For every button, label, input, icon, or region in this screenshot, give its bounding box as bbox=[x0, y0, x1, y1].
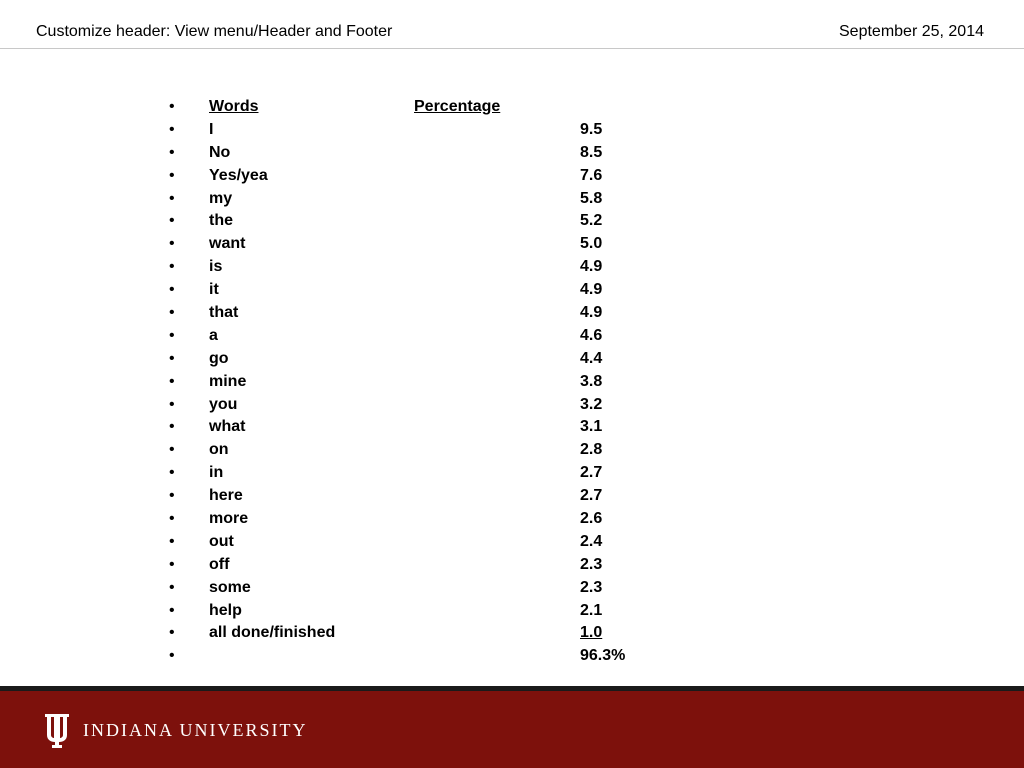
word-frequency-list bbox=[0, 96, 1024, 668]
list-item bbox=[0, 416, 1024, 439]
percentage-cell: 1.0 bbox=[580, 624, 603, 642]
brand-wordmark: INDIANA UNIVERSITY bbox=[83, 720, 308, 740]
bullet-icon: • bbox=[169, 601, 175, 619]
total-row bbox=[0, 645, 1024, 668]
word-cell: help bbox=[209, 601, 242, 619]
word-cell: a bbox=[209, 326, 218, 344]
percentage-column-header: Percentage bbox=[414, 98, 501, 115]
percentage-cell: 4.4 bbox=[580, 349, 603, 367]
percentage-cell: 3.1 bbox=[580, 418, 603, 436]
bullet-icon: • bbox=[169, 235, 175, 253]
word-cell: that bbox=[209, 304, 239, 322]
percentage-cell: 2.7 bbox=[580, 464, 603, 482]
bullet-icon: • bbox=[169, 258, 175, 276]
word-cell: go bbox=[209, 349, 229, 367]
word-cell: want bbox=[209, 235, 246, 253]
header-divider bbox=[0, 48, 1024, 49]
bullet-icon: • bbox=[169, 189, 175, 207]
list-item bbox=[0, 371, 1024, 394]
list-item bbox=[0, 233, 1024, 256]
bullet-icon: • bbox=[169, 624, 175, 642]
list-item bbox=[0, 325, 1024, 348]
word-cell: out bbox=[209, 532, 234, 550]
word-cell: in bbox=[209, 464, 224, 482]
list-item bbox=[0, 462, 1024, 485]
word-cell: my bbox=[209, 189, 233, 207]
list-item bbox=[0, 439, 1024, 462]
bullet-icon: • bbox=[169, 120, 175, 138]
word-cell: is bbox=[209, 258, 223, 276]
percentage-cell: 2.6 bbox=[580, 510, 603, 528]
bullet-icon: • bbox=[169, 464, 175, 482]
percentage-cell: 5.0 bbox=[580, 235, 603, 253]
bullet-icon: • bbox=[169, 212, 175, 230]
word-cell: mine bbox=[209, 372, 247, 390]
word-cell: all done/finished bbox=[209, 624, 336, 642]
list-item bbox=[0, 508, 1024, 531]
percentage-cell: 2.3 bbox=[580, 578, 603, 596]
header-date: September 25, 2014 bbox=[839, 23, 984, 40]
percentage-cell: 2.3 bbox=[580, 555, 603, 573]
bullet-icon: • bbox=[169, 578, 175, 596]
percentage-cell: 2.1 bbox=[580, 601, 603, 619]
list-item bbox=[0, 302, 1024, 325]
percentage-cell: 3.2 bbox=[580, 395, 603, 413]
percentage-cell: 7.6 bbox=[580, 166, 603, 184]
bullet-icon: • bbox=[169, 166, 175, 184]
list-item bbox=[0, 577, 1024, 600]
percentage-cell: 9.5 bbox=[580, 120, 603, 138]
percentage-cell: 8.5 bbox=[580, 143, 603, 161]
percentage-cell: 4.9 bbox=[580, 281, 603, 299]
word-cell: No bbox=[209, 143, 231, 161]
word-cell: on bbox=[209, 441, 229, 459]
list-item bbox=[0, 554, 1024, 577]
bullet-icon: • bbox=[169, 281, 175, 299]
iu-trident-icon bbox=[42, 711, 72, 751]
bullet-icon: • bbox=[169, 555, 175, 573]
header-title: Customize header: View menu/Header and Footer bbox=[36, 23, 393, 40]
word-cell: off bbox=[209, 555, 230, 573]
bullet-icon: • bbox=[169, 304, 175, 322]
word-cell: it bbox=[209, 281, 219, 299]
bullet-icon: • bbox=[169, 143, 175, 161]
list-item bbox=[0, 348, 1024, 371]
word-cell: more bbox=[209, 510, 249, 528]
list-item bbox=[0, 256, 1024, 279]
list-item bbox=[0, 622, 1024, 645]
list-item bbox=[0, 485, 1024, 508]
bullet-icon: • bbox=[169, 647, 175, 665]
bullet-icon: • bbox=[169, 532, 175, 550]
percentage-cell: 3.8 bbox=[580, 372, 603, 390]
list-header-row bbox=[0, 96, 1024, 119]
bullet-icon: • bbox=[169, 349, 175, 367]
word-cell: Yes/yea bbox=[209, 166, 268, 184]
list-item bbox=[0, 119, 1024, 142]
word-cell: I bbox=[209, 120, 214, 138]
percentage-cell: 4.9 bbox=[580, 304, 603, 322]
bullet-icon: • bbox=[169, 487, 175, 505]
list-item bbox=[0, 165, 1024, 188]
list-item bbox=[0, 188, 1024, 211]
words-column-header: Words bbox=[209, 98, 259, 115]
percentage-cell: 4.9 bbox=[580, 258, 603, 276]
list-item bbox=[0, 394, 1024, 417]
bullet-icon: • bbox=[169, 510, 175, 528]
list-item bbox=[0, 600, 1024, 623]
word-cell: some bbox=[209, 578, 251, 596]
word-cell: the bbox=[209, 212, 233, 230]
bullet-icon: • bbox=[169, 418, 175, 436]
bullet-icon: • bbox=[169, 372, 175, 390]
total-percentage: 96.3% bbox=[580, 647, 626, 665]
list-item bbox=[0, 142, 1024, 165]
percentage-cell: 2.7 bbox=[580, 487, 603, 505]
word-cell: here bbox=[209, 487, 243, 505]
bullet-icon: • bbox=[169, 98, 175, 115]
percentage-cell: 5.8 bbox=[580, 189, 603, 207]
percentage-cell: 5.2 bbox=[580, 212, 603, 230]
footer-bar bbox=[0, 691, 1024, 768]
bullet-icon: • bbox=[169, 395, 175, 413]
percentage-cell: 2.8 bbox=[580, 441, 603, 459]
bullet-icon: • bbox=[169, 441, 175, 459]
word-cell: what bbox=[209, 418, 246, 436]
list-item bbox=[0, 531, 1024, 554]
list-item bbox=[0, 279, 1024, 302]
bullet-icon: • bbox=[169, 326, 175, 344]
word-cell: you bbox=[209, 395, 238, 413]
percentage-cell: 4.6 bbox=[580, 326, 603, 344]
list-item bbox=[0, 210, 1024, 233]
percentage-cell: 2.4 bbox=[580, 532, 603, 550]
